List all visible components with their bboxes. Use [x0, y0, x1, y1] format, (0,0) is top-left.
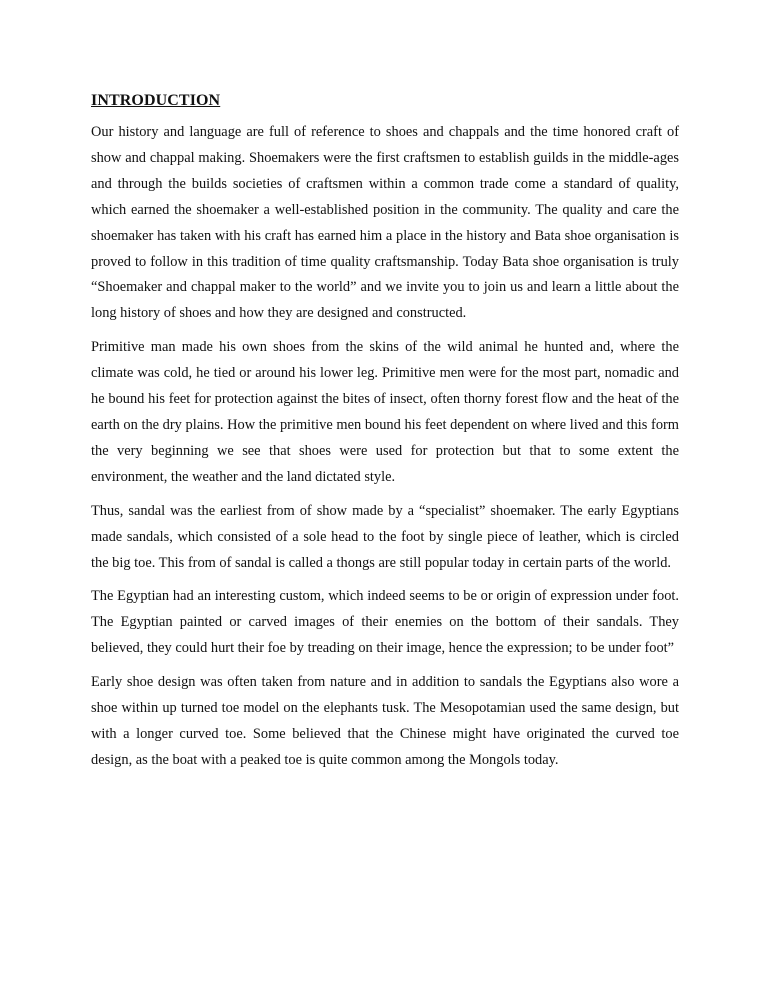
document-body — [91, 90, 679, 782]
paragraph-2: Primitive man made his own shoes from the skins of the wild animal he hunted and, where the climate was cold, he tied or around his lower leg. Primitive men were for the most part, nomadic and he bound his feet for protection against the bites of insect, often thorny forest flow and the heat of the earth on the dry plains. How the primitive men bound his feet dependent on where lived and this form the very beginning we see that shoes were used for protection but that to some extent the environment, the weather and the land dictated style. — [91, 339, 679, 485]
paragraph-1: Our history and language are full of reference to shoes and chappals and the time honored craft of show and chappal making. Shoemakers were the first craftsmen to establish guilds in the middle-ages and through the builds societies of craftsmen within a common trade come a standard of quality, which earned the shoemaker a well-established position in the community. The quality and care the shoemaker has taken with his craft has earned him a place in the history and Bata shoe organisation is proved to follow in this tradition of time quality craftsmanship. Today Bata shoe organisation is truly “Shoemaker and chappal maker to the world” and we invite you to join us and learn a little about the long history of shoes and how they are designed and constructed. — [91, 124, 679, 322]
paragraph-5: Early shoe design was often taken from nature and in addition to sandals the Egyptians also wore a shoe within up turned toe model on the elephants tusk. The Mesopotamian used the same design, but with a longer curved toe. Some believed that the Chinese might have originated the curved toe design, as the boat with a peaked toe is quite common among the Mongols today. — [91, 674, 679, 768]
paragraph-3: Thus, sandal was the earliest from of show made by a “specialist” shoemaker. The early Egyptians made sandals, which consisted of a sole head to the foot by single piece of leather, which is circled the big toe. This from of sandal is called a thongs are still popular today in certain parts of the world. — [91, 502, 679, 571]
section-heading: INTRODUCTION — [91, 92, 221, 109]
paragraph-4: The Egyptian had an interesting custom, which indeed seems to be or origin of expression under foot. The Egyptian painted or carved images of their enemies on the bottom of their sandals. They believed, they could hurt their foe by treading on their image, hence the expression; to be under foot” — [91, 588, 679, 657]
